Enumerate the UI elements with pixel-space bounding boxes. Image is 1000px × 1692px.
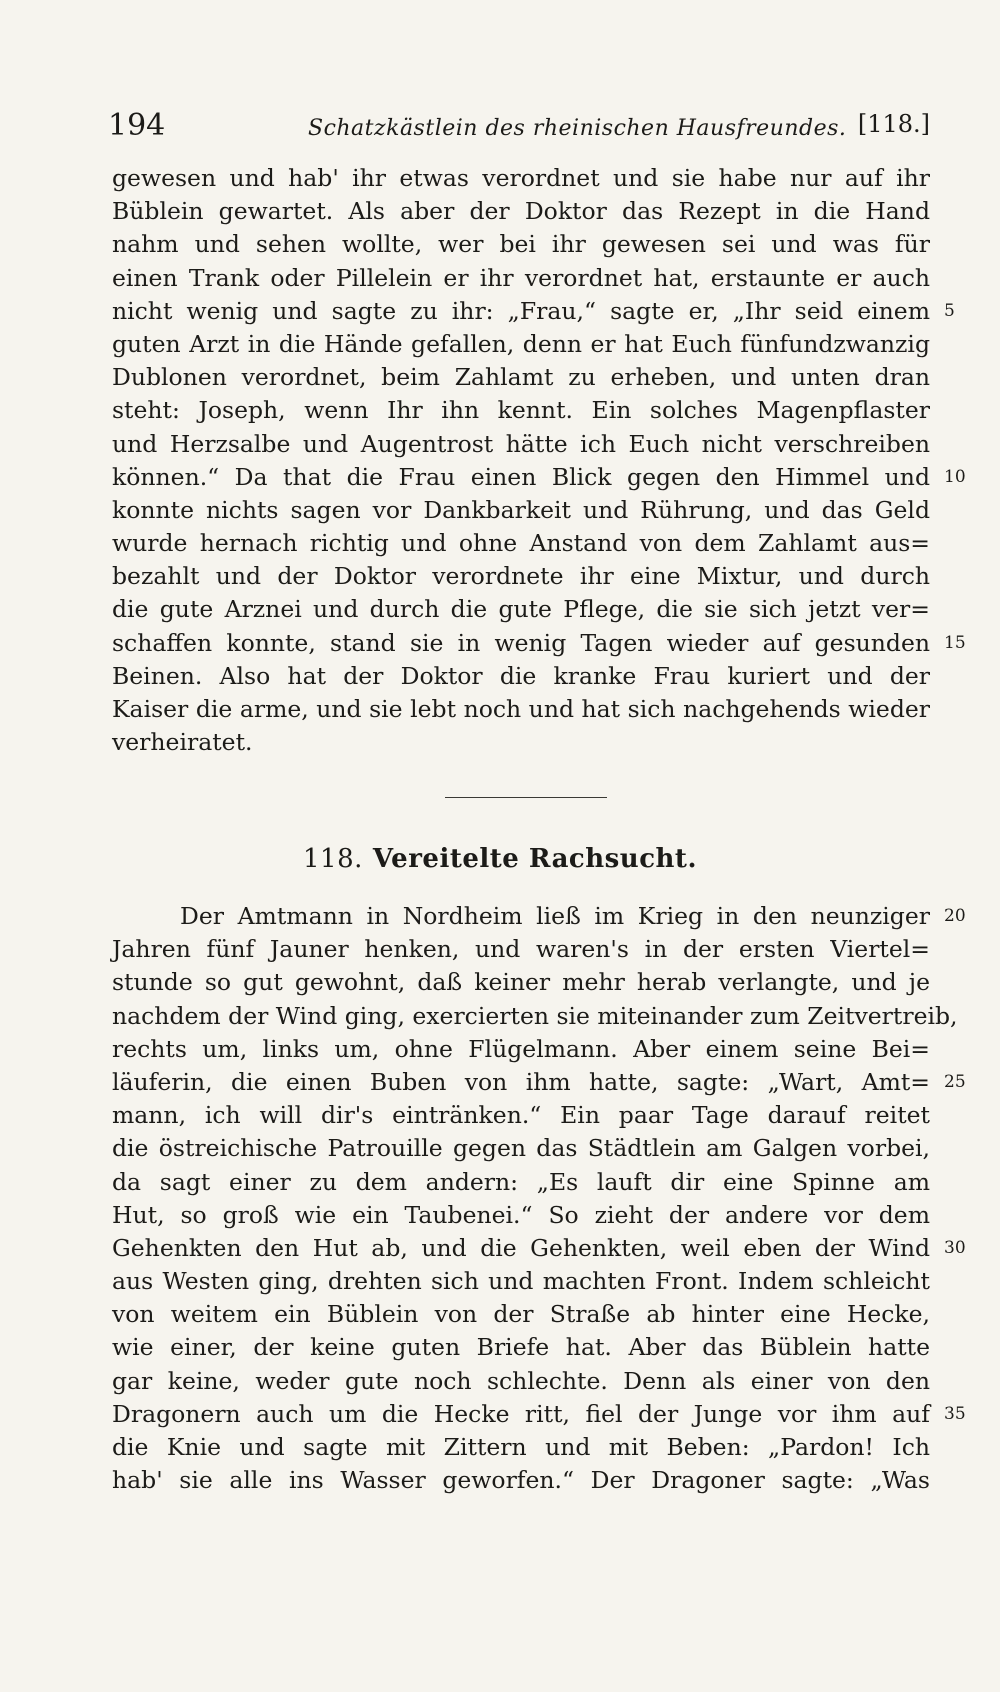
story-title-text: Vereitelte Rachsucht. [372, 844, 697, 874]
text-line [112, 1099, 942, 1132]
story-text [112, 900, 966, 1497]
text-line [112, 593, 942, 626]
line-text: können.“ Da that die Frau einen Blick gegen den Himmel und [112, 462, 930, 491]
line-text: die Knie und sagte mit Zittern und mit Beben: „Pardon! Ich [112, 1433, 930, 1461]
line-text: da sagt einer zu dem andern: „Es lauft dir eine Spinne am [112, 1167, 930, 1196]
line-text: bezahlt und der Doktor verordnete ihr eine Mixtur, und durch [112, 562, 930, 591]
line-text: Kaiser die arme, und sie lebt noch und hat sich nachgehends wieder [112, 695, 930, 723]
line-text: hab' sie alle ins Wasser geworfen.“ Der Dragoner sagte: „Was [112, 1466, 930, 1495]
text-line [112, 966, 942, 999]
running-title: Schatzkästlein des rheinischen Hausfreundes. [308, 116, 847, 141]
line-text: Der Amtmann in Nordheim ließ im Krieg in den neunziger [180, 902, 930, 930]
line-text: Dragonern auch um die Hecke ritt, fiel der Junge vor ihm auf [112, 1399, 930, 1428]
page-header [108, 108, 930, 148]
section-reference: [118.] [857, 110, 930, 138]
line-number: 35 [944, 1403, 966, 1424]
line-text: mann, ich will dir's eintränken.“ Ein paar Tage darauf reitet [112, 1101, 930, 1130]
text-line [112, 1000, 958, 1033]
line-text: guten Arzt in die Hände gefallen, denn er hat Euch fünfundzwanzig [112, 329, 930, 358]
text-line [112, 726, 942, 759]
line-text: Büblein gewartet. Als aber der Doktor das Rezept in die Hand [112, 197, 930, 226]
line-text: gewesen und hab' ihr etwas verordnet und sie habe nur auf ihr [112, 164, 930, 192]
text-line [112, 1199, 942, 1232]
text-line [112, 1365, 942, 1398]
line-text: Gehenkten den Hut ab, und die Gehenkten, weil eben der Wind [112, 1233, 930, 1262]
text-line [112, 527, 942, 560]
line-text: Beinen. Also hat der Doktor die kranke Frau kuriert und der [112, 661, 930, 690]
line-text: nahm und sehen wollte, wer bei ihr gewesen sei und was für [112, 230, 930, 259]
line-text: die östreichische Patrouille gegen das Städtlein am Galgen vorbei, [112, 1134, 930, 1163]
line-text: einen Trank oder Pillelein er ihr verordnet hat, erstaunte er auch [112, 263, 930, 292]
text-line [112, 1298, 942, 1331]
line-text: rechts um, links um, ohne Flügelmann. Aber einem seine Bei= [112, 1034, 930, 1063]
page-number: 194 [108, 108, 166, 143]
text-line [112, 560, 942, 593]
line-text: wie einer, der keine guten Briefe hat. Aber das Büblein hatte [112, 1333, 930, 1362]
text-line [112, 228, 942, 261]
text-line [112, 660, 942, 693]
line-text: aus Westen ging, drehten sich und machten Front. Indem schleicht [112, 1267, 930, 1296]
text-line [112, 1265, 942, 1298]
text-line [112, 394, 942, 427]
text-line [112, 361, 942, 394]
text-line [112, 900, 966, 933]
text-line [112, 1398, 966, 1431]
line-text: Hut, so groß wie ein Taubenei.“ So zieht der andere vor dem [112, 1200, 930, 1229]
line-text: steht: Joseph, wenn Ihr ihn kennt. Ein solches Magenpflaster [112, 396, 930, 425]
line-text: schaffen konnte, stand sie in wenig Tagen wieder auf gesunden [112, 628, 930, 657]
text-line [112, 1464, 942, 1497]
text-line [112, 1033, 942, 1066]
line-text: gar keine, weder gute noch schlechte. Denn als einer von den [112, 1366, 930, 1395]
text-line [112, 428, 942, 461]
line-text: Jahren fünf Jauner henken, und waren's in der ersten Viertel= [112, 935, 930, 964]
text-line [112, 1066, 966, 1099]
text-line [112, 1132, 942, 1165]
text-line [112, 1331, 942, 1364]
text-line [112, 262, 942, 295]
line-text: verheiratet. [112, 728, 253, 757]
line-number: 25 [944, 1071, 966, 1092]
line-text: nicht wenig und sagte zu ihr: „Frau,“ sagte er, „Ihr seid einem [112, 296, 930, 325]
text-line [112, 1166, 942, 1199]
text-line [112, 693, 942, 726]
line-text: und Herzsalbe und Augentrost hätte ich Euch nicht verschreiben [112, 429, 930, 458]
text-line [112, 162, 942, 195]
text-line [112, 1232, 966, 1265]
line-text: die gute Arznei und durch die gute Pflege, die sie sich jetzt ver= [112, 595, 930, 624]
text-line [112, 1431, 942, 1464]
line-text: läuferin, die einen Buben von ihm hatte, sagte: „Wart, Amt= [112, 1067, 930, 1096]
line-number: 30 [944, 1237, 966, 1258]
line-text: von weitem ein Büblein von der Straße ab hinter eine Hecke, [112, 1300, 930, 1329]
text-line [112, 627, 966, 660]
text-line [112, 295, 955, 328]
text-line [112, 195, 942, 228]
text-line [112, 461, 966, 494]
line-text: nachdem der Wind ging, exercierten sie miteinander zum Zeitvertreib, [112, 1001, 958, 1030]
text-line [112, 328, 942, 361]
text-line [112, 494, 942, 527]
line-text: wurde hernach richtig und ohne Anstand von dem Zahlamt aus= [112, 529, 930, 558]
line-text: Dublonen verordnet, beim Zahlamt zu erheben, und unten dran [112, 363, 930, 392]
line-text: stunde so gut gewohnt, daß keiner mehr herab verlangte, und je [112, 968, 930, 997]
line-number: 5 [944, 300, 955, 321]
section-divider [445, 797, 607, 798]
story-number: 118. [303, 844, 363, 874]
line-number: 10 [944, 466, 966, 487]
line-number: 15 [944, 632, 966, 653]
text-line [112, 933, 942, 966]
line-text: konnte nichts sagen vor Dankbarkeit und Rührung, und das Geld [112, 495, 930, 524]
story-title [0, 844, 1000, 874]
line-number: 20 [944, 906, 966, 926]
continuation-text [112, 162, 966, 759]
